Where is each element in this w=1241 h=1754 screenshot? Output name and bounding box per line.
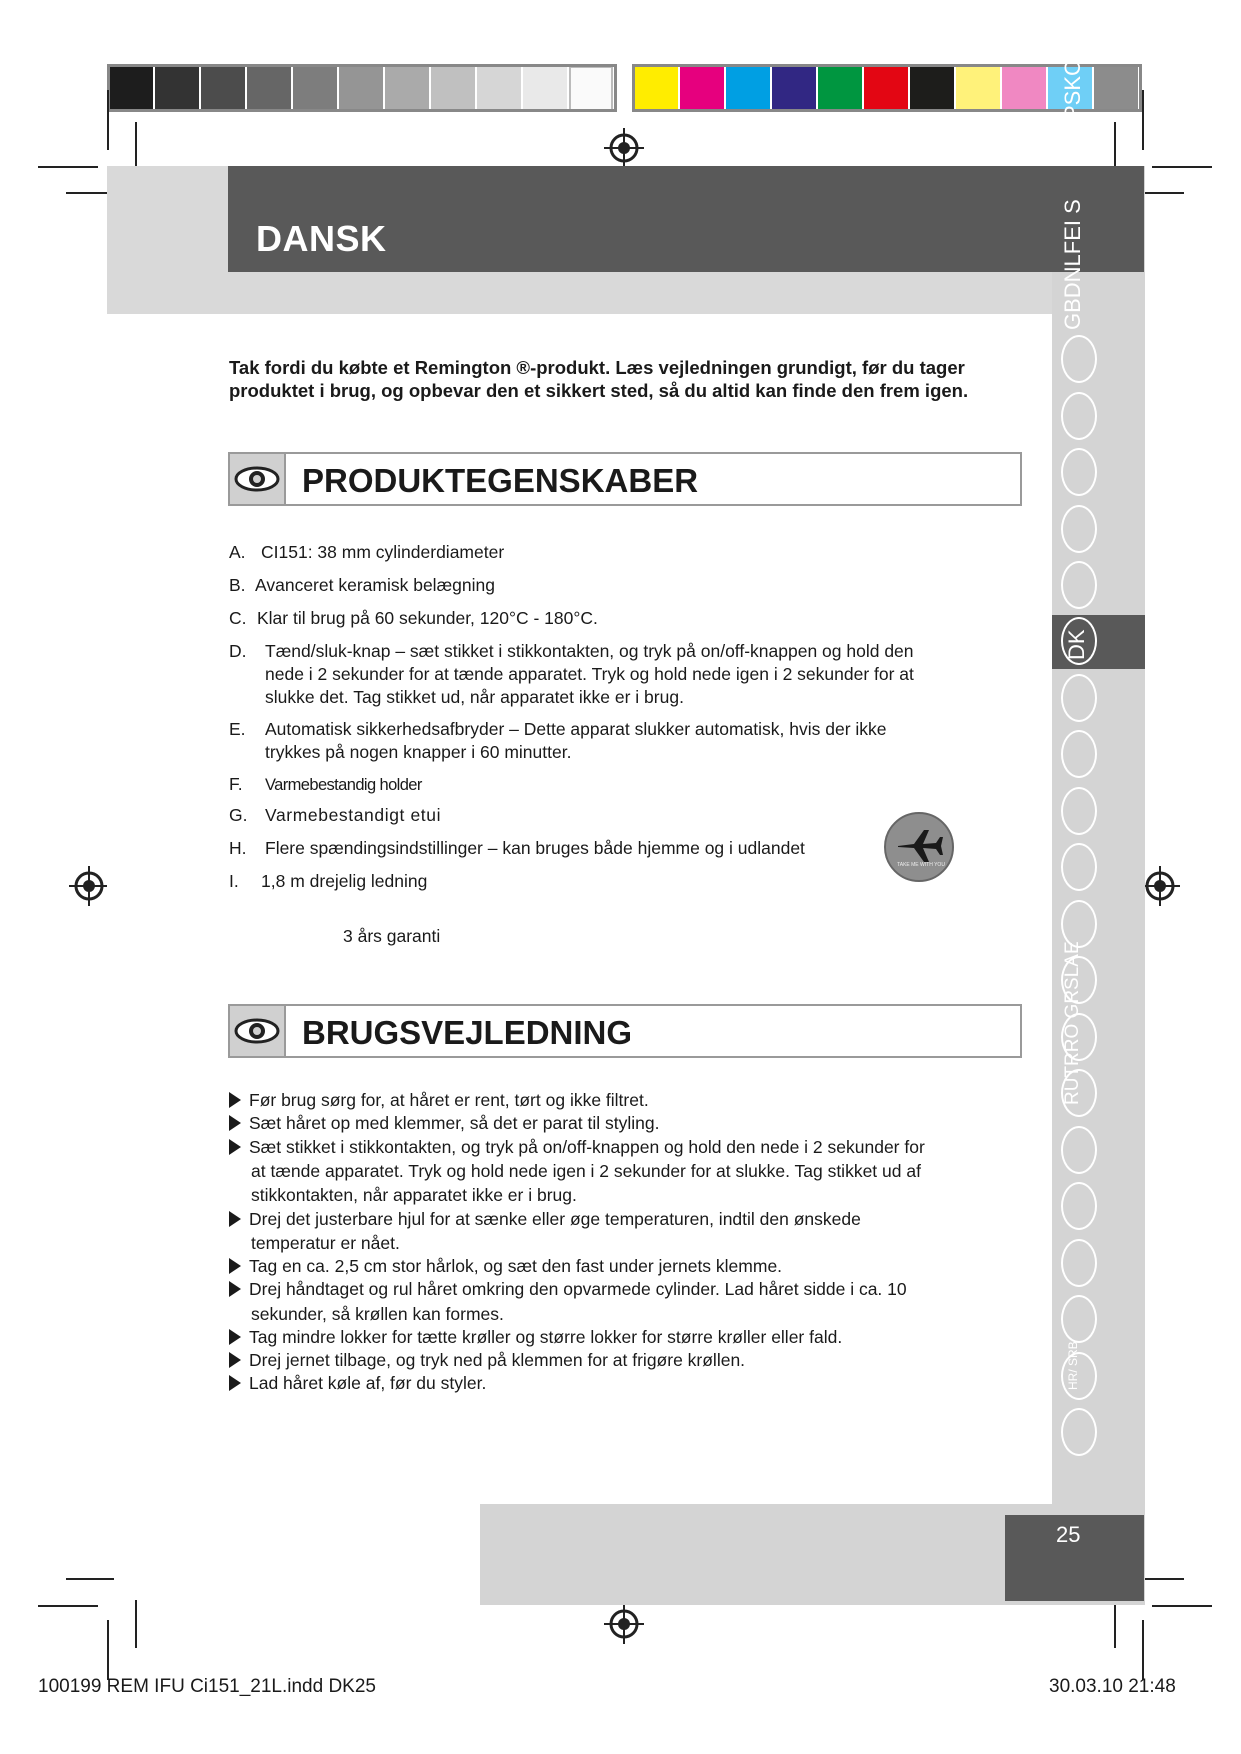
usage-step <box>229 1325 842 1349</box>
feature-key: B. <box>229 575 246 595</box>
feature-key: H. <box>229 838 247 858</box>
language-tab-oval[interactable] <box>1061 1239 1097 1287</box>
registration-mark-icon <box>69 866 109 906</box>
crop-mark <box>135 122 137 170</box>
feature-text: Tænd/sluk-knap – sæt stikket i stikkontakten, og tryk på on/off-knappen og hold den <box>265 641 914 661</box>
usage-step <box>229 1111 659 1135</box>
feature-text-continued: slukke det. Tag stikket ud, når apparatet ikke er i brug. <box>265 687 684 707</box>
page-title: DANSK <box>256 218 387 259</box>
usage-step-text: Tag en ca. 2,5 cm stor hårlok, og sæt den fast under jernets klemme. <box>249 1256 783 1276</box>
usage-step <box>229 1277 907 1326</box>
usage-step <box>229 1135 925 1207</box>
feature-text: Klar til brug på 60 sekunder, 120°C - 180°C. <box>257 608 598 628</box>
arrow-bullet-icon <box>229 1092 241 1108</box>
usage-step-text: Drej håndtaget og rul håret omkring den opvarmede cylinder. Lad håret sidde i ca. 10 <box>249 1279 907 1299</box>
crop-mark <box>38 1605 98 1607</box>
badge-text: TAKE ME WITH YOU <box>897 862 945 868</box>
language-tab-oval[interactable] <box>1061 1295 1097 1343</box>
feature-key: I. <box>229 871 239 891</box>
crop-mark <box>107 1620 109 1680</box>
feature-item <box>229 640 914 709</box>
language-tab-oval[interactable] <box>1061 730 1097 778</box>
usage-step-text: Lad håret køle af, før du styler. <box>249 1373 487 1393</box>
feature-text: 1,8 m drejelig ledning <box>261 871 428 891</box>
language-tab-oval[interactable] <box>1061 674 1097 722</box>
usage-step-text: Sæt håret op med klemmer, så det er parat til styling. <box>249 1113 660 1133</box>
feature-item <box>229 718 887 764</box>
registration-mark-icon <box>1140 866 1180 906</box>
usage-step <box>229 1371 486 1395</box>
usage-step-text-continued: stikkontakten, når apparatet ikke er i brug. <box>251 1185 577 1205</box>
language-tab-oval[interactable] <box>1061 787 1097 835</box>
language-tab-label: RUTRRO GRSLAE <box>1062 941 1083 1105</box>
usage-step-text-continued: temperatur er nået. <box>251 1233 400 1253</box>
feature-key: A. <box>229 542 246 562</box>
feature-text: Varmebestandig holder <box>265 776 422 794</box>
feature-item <box>229 541 504 564</box>
feature-item <box>229 607 598 630</box>
section-header-features <box>228 452 1022 506</box>
feature-text: CI151: 38 mm cylinderdiameter <box>261 542 505 562</box>
eye-icon <box>230 1006 286 1056</box>
usage-step-text: Tag mindre lokker for tætte krøller og større lokker for større krøller eller fald. <box>249 1327 843 1347</box>
language-tab-oval[interactable] <box>1061 1126 1097 1174</box>
registration-mark-icon <box>604 1604 644 1644</box>
feature-text: Automatisk sikkerhedsafbryder – Dette apparat slukker automatisk, hvis der ikke <box>265 719 887 739</box>
language-tab-oval[interactable] <box>1061 1182 1097 1230</box>
language-tab-oval[interactable] <box>1061 1408 1097 1456</box>
crop-mark <box>107 90 109 150</box>
arrow-bullet-icon <box>229 1281 241 1297</box>
feature-text: Flere spændingsindstillinger – kan bruges både hjemme og i udlandet <box>265 838 805 858</box>
eye-icon <box>230 454 286 504</box>
feature-item <box>229 837 805 860</box>
arrow-bullet-icon <box>229 1375 241 1391</box>
language-tab-oval[interactable] <box>1061 448 1097 496</box>
language-tab-label: PSKC <box>1060 60 1085 120</box>
footer-file-info: 100199 REM IFU Ci151_21L.indd DK25 <box>38 1676 376 1697</box>
usage-step-text: Drej det justerbare hjul for at sænke eller øge temperaturen, indtil den ønskede <box>249 1209 861 1229</box>
warranty-text: 3 års garanti <box>343 926 441 946</box>
usage-step <box>229 1088 649 1112</box>
intro-paragraph: Tak fordi du købte et Remington ®-produkt. Læs vejledningen grundigt, før du tager produktet i brug, og opbevar den et sikkert sted, så du altid kan finde den frem igen. <box>229 357 969 401</box>
crop-mark <box>1152 166 1212 168</box>
crop-mark <box>1152 1605 1212 1607</box>
feature-key: E. <box>229 719 246 739</box>
page-number: 25 <box>1056 1522 1081 1547</box>
feature-text: Varmebestandigt etui <box>265 805 442 825</box>
usage-step <box>229 1348 745 1372</box>
arrow-bullet-icon <box>229 1211 241 1227</box>
travel-badge <box>884 812 954 882</box>
arrow-bullet-icon <box>229 1258 241 1274</box>
usage-step-text: Drej jernet tilbage, og tryk ned på klemmen for at frigøre krøllen. <box>249 1350 746 1370</box>
section-header-usage <box>228 1004 1022 1058</box>
active-language-label: DK <box>1064 629 1089 660</box>
feature-text: Avanceret keramisk belægning <box>255 575 495 595</box>
airplane-icon <box>884 812 954 882</box>
crop-mark <box>1114 1600 1116 1648</box>
crop-mark <box>1142 1620 1144 1680</box>
usage-step <box>229 1254 782 1278</box>
crop-mark <box>66 1578 114 1580</box>
language-tab-label: GBDNLFEI S <box>1060 199 1085 330</box>
usage-step-text-continued: sekunder, så krøllen kan formes. <box>251 1304 504 1324</box>
usage-step <box>229 1207 861 1255</box>
feature-item <box>229 773 422 797</box>
grey-bar-border <box>107 64 617 112</box>
language-tab-oval[interactable] <box>1061 561 1097 609</box>
feature-key: G. <box>229 805 248 825</box>
language-tab-oval[interactable] <box>1061 392 1097 440</box>
language-tab-oval[interactable] <box>1061 335 1097 383</box>
arrow-bullet-icon <box>229 1115 241 1131</box>
language-tab-label: HR/ SRB <box>1066 1341 1080 1390</box>
feature-key: F. <box>229 774 243 794</box>
feature-item <box>229 804 441 827</box>
language-tab-oval[interactable] <box>1061 505 1097 553</box>
usage-step-text: Sæt stikket i stikkontakten, og tryk på on/off-knappen og hold den nede i 2 sekunder for <box>249 1137 925 1157</box>
usage-step-text: Før brug sørg for, at håret er rent, tørt og ikke filtret. <box>249 1090 649 1110</box>
crop-mark <box>38 166 98 168</box>
usage-step-text-continued: at tænde apparatet. Tryk og hold nede igen i 2 sekunder for at slukke. Tag stikket ud af <box>251 1161 921 1181</box>
section-title: BRUGSVEJLEDNING <box>302 1014 633 1051</box>
arrow-bullet-icon <box>229 1329 241 1345</box>
feature-item <box>229 870 427 893</box>
footer-timestamp: 30.03.10 21:48 <box>1049 1676 1176 1697</box>
feature-key: C. <box>229 608 247 628</box>
feature-item <box>229 574 495 597</box>
section-title: PRODUKTEGENSKABER <box>302 462 699 499</box>
language-tab-oval[interactable] <box>1061 843 1097 891</box>
crop-mark <box>135 1600 137 1648</box>
feature-text-continued: trykkes på nogen knapper i 60 minutter. <box>265 742 572 762</box>
arrow-bullet-icon <box>229 1139 241 1155</box>
arrow-bullet-icon <box>229 1352 241 1368</box>
registration-mark-icon <box>604 128 644 168</box>
feature-key: D. <box>229 641 247 661</box>
feature-text-continued: nede i 2 sekunder for at tænde apparatet. Tryk og hold nede igen i 2 sekunder for at <box>265 664 914 684</box>
